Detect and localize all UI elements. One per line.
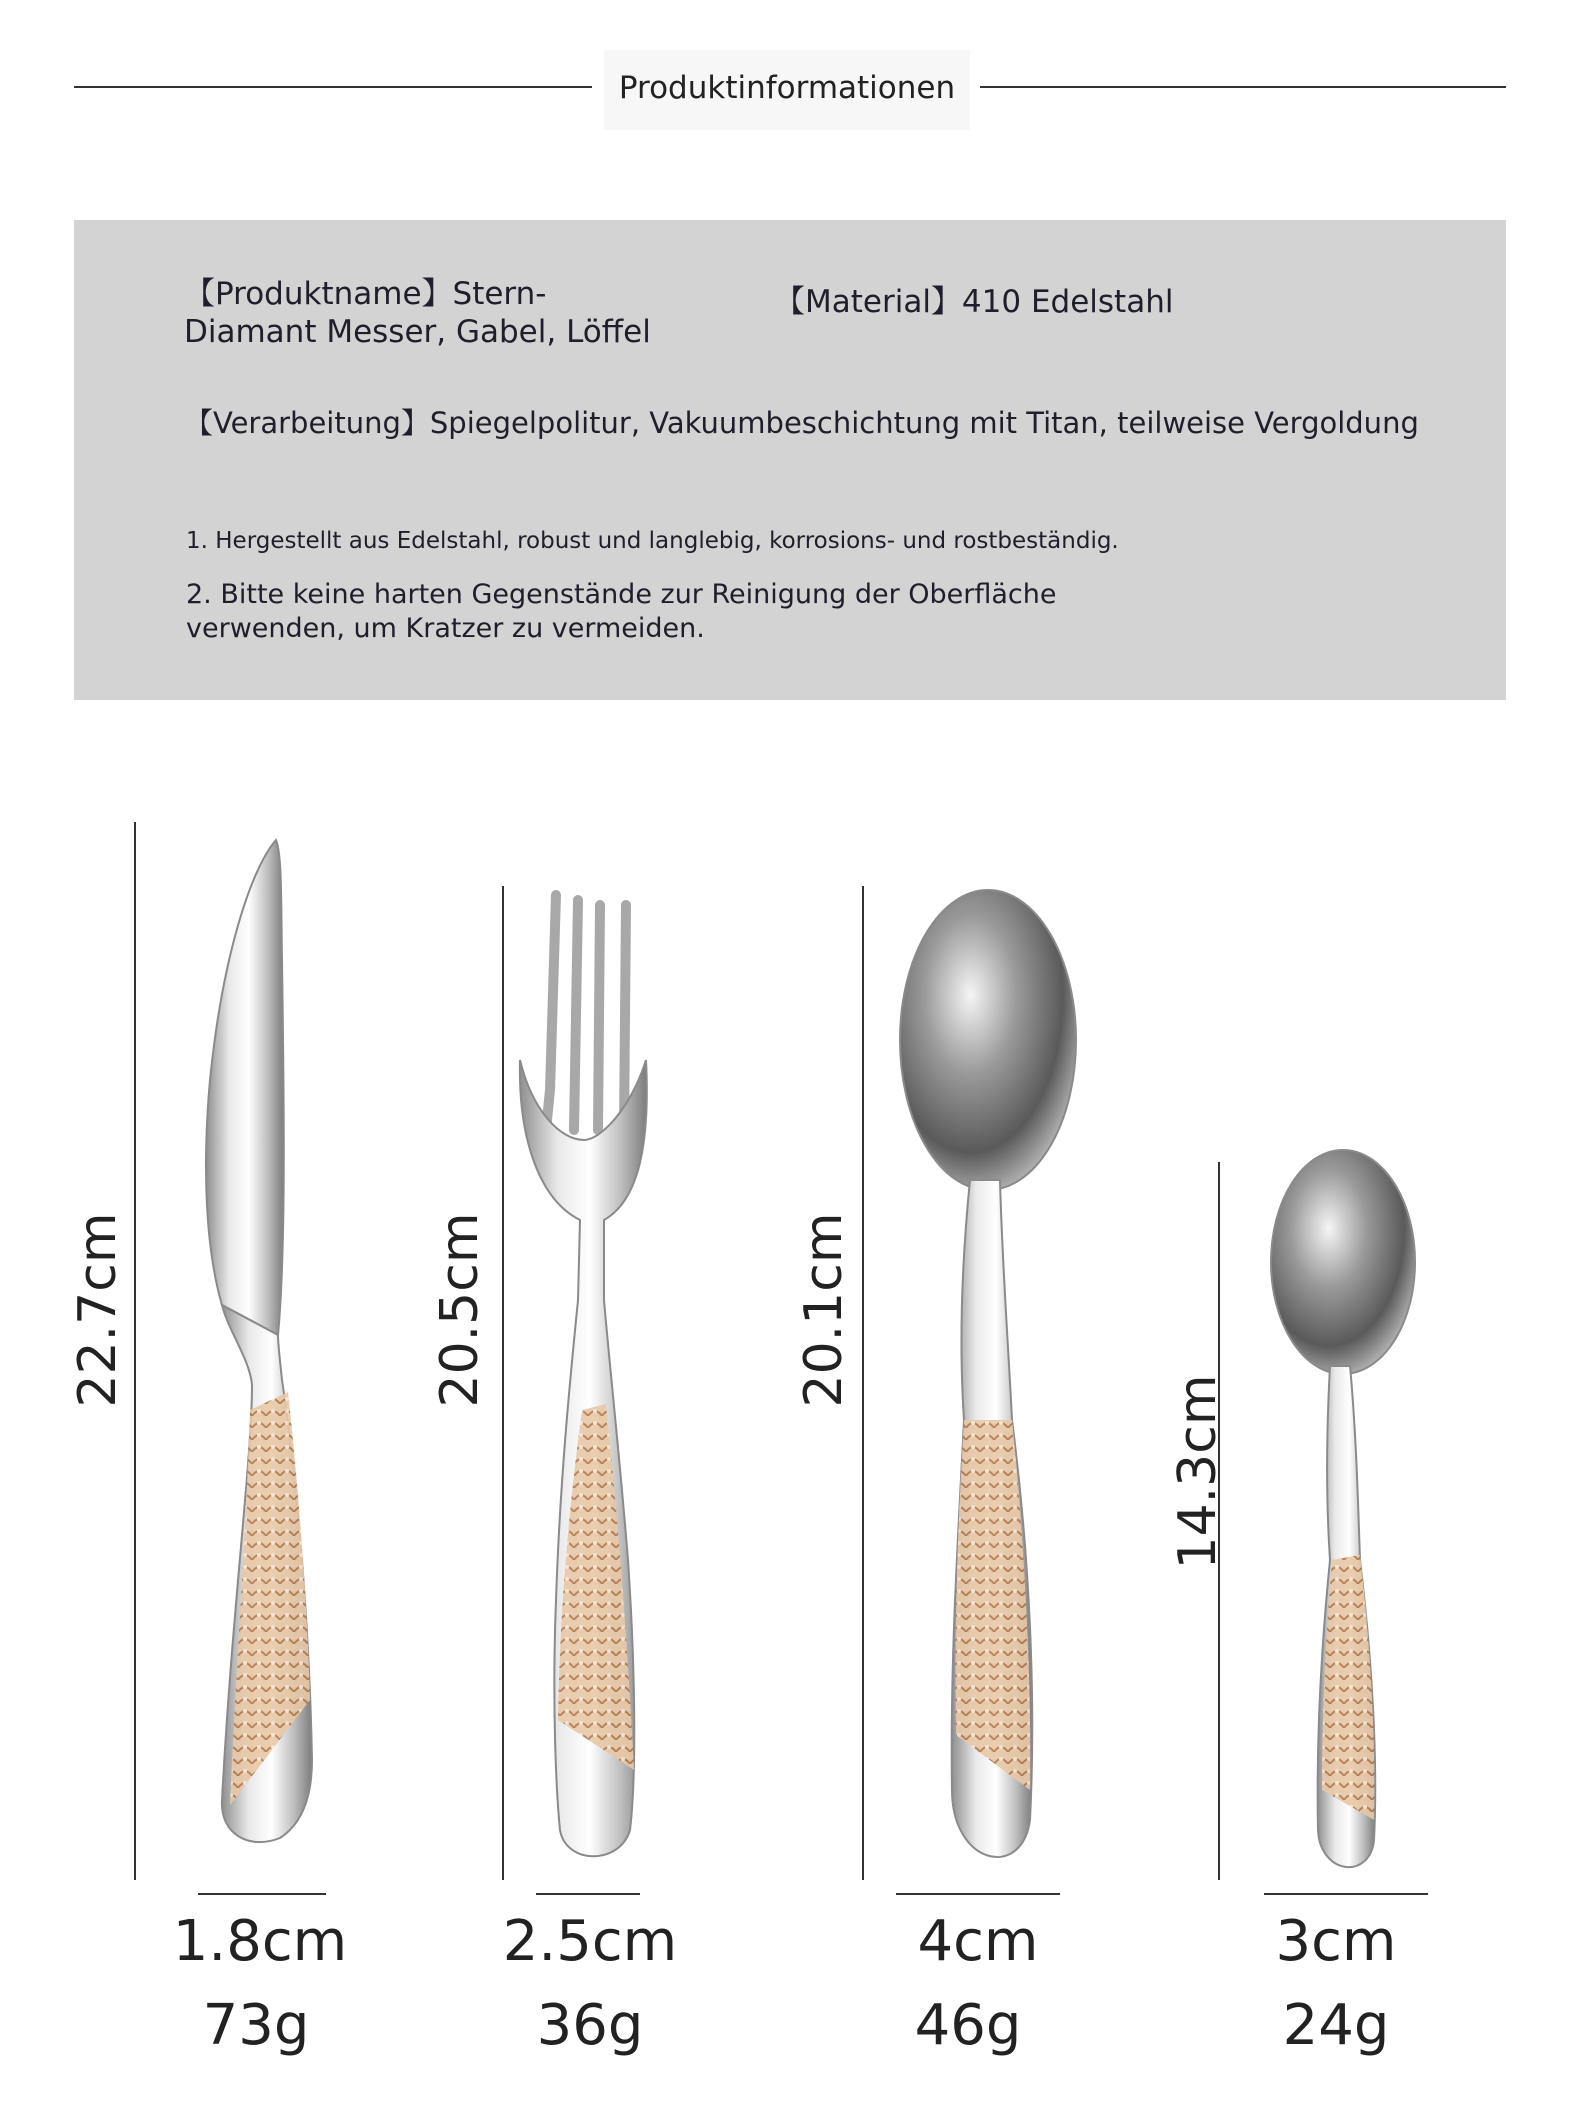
care-note-1: 1. Hergestellt aus Edelstahl, robust und langlebig, korrosions- und rostbeständig.	[186, 528, 1119, 554]
care-note-2: 2. Bitte keine harten Gegenstände zur Reinigung der Oberfläche verwenden, um Kratzer zu vermeiden.	[186, 579, 1057, 644]
section-title: Produktinformationen	[604, 50, 970, 130]
knife-width-label: 1.8cm	[172, 1909, 348, 1974]
knife-length-line	[134, 822, 136, 1880]
product-name-text: 【Produktname】Stern-Diamant Messer, Gabel, Löffel	[184, 276, 651, 350]
teaspoon-illustration	[1271, 1150, 1415, 1867]
fork-weight-label: 36g	[536, 1993, 644, 2058]
knife-length-label: 22.7cm	[68, 1212, 128, 1408]
spoon-length-line	[862, 886, 864, 1880]
fork-illustration	[520, 895, 647, 1856]
spoon-illustration	[900, 890, 1076, 1857]
knife-width-line	[198, 1893, 326, 1895]
spoon-width-label: 4cm	[917, 1909, 1039, 1974]
knife-weight-label: 73g	[202, 1993, 310, 2058]
teaspoon-width-line	[1264, 1893, 1428, 1895]
teaspoon-width-label: 3cm	[1275, 1909, 1397, 1974]
processing-text: 【Verarbeitung】Spiegelpolitur, Vakuumbeschichtung mit Titan, teilweise Vergoldung	[184, 406, 1419, 440]
fork-length-line	[502, 886, 504, 1880]
spoon-length-label: 20.1cm	[794, 1212, 854, 1408]
knife-illustration	[206, 840, 312, 1842]
fork-length-label: 20.5cm	[430, 1212, 490, 1408]
spoon-width-line	[896, 1893, 1060, 1895]
material-text: 【Material】410 Edelstahl	[774, 284, 1174, 320]
teaspoon-weight-label: 24g	[1282, 1993, 1390, 2058]
fork-width-line	[536, 1893, 640, 1895]
fork-width-label: 2.5cm	[502, 1909, 678, 1974]
spoon-weight-label: 46g	[914, 1993, 1022, 2058]
teaspoon-length-label: 14.3cm	[1168, 1374, 1228, 1570]
